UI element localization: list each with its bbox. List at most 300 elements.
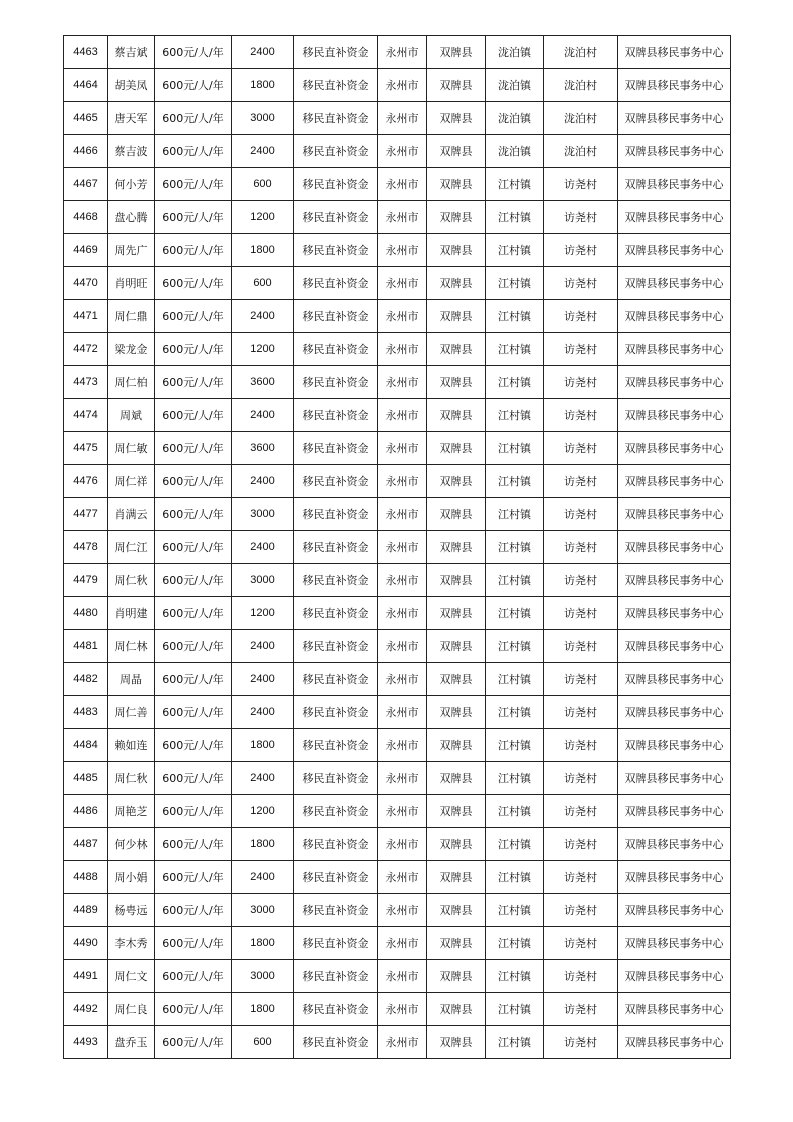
standard-cell: 600元/人/年 <box>155 960 232 993</box>
village-cell: 泷泊村 <box>544 135 618 168</box>
town-cell: 江村镇 <box>486 399 544 432</box>
amount-cell: 1800 <box>232 729 294 762</box>
city-cell: 永州市 <box>378 861 427 894</box>
standard-cell: 600元/人/年 <box>155 663 232 696</box>
village-cell: 访尧村 <box>544 597 618 630</box>
table-row <box>64 300 731 333</box>
fund-type-cell: 移民直补资金 <box>294 465 378 498</box>
town-cell: 江村镇 <box>486 432 544 465</box>
table-row <box>64 762 731 795</box>
fund-type-cell: 移民直补资金 <box>294 36 378 69</box>
id-cell: 4481 <box>64 630 108 663</box>
village-cell: 访尧村 <box>544 267 618 300</box>
county-cell: 双牌县 <box>427 663 486 696</box>
amount-cell: 2400 <box>232 531 294 564</box>
village-cell: 访尧村 <box>544 333 618 366</box>
town-cell: 江村镇 <box>486 663 544 696</box>
town-cell: 江村镇 <box>486 465 544 498</box>
town-cell: 江村镇 <box>486 729 544 762</box>
standard-cell: 600元/人/年 <box>155 828 232 861</box>
id-cell: 4488 <box>64 861 108 894</box>
fund-type-cell: 移民直补资金 <box>294 927 378 960</box>
standard-cell: 600元/人/年 <box>155 894 232 927</box>
fund-type-cell: 移民直补资金 <box>294 729 378 762</box>
fund-type-cell: 移民直补资金 <box>294 894 378 927</box>
name-cell: 周斌 <box>108 399 155 432</box>
name-cell: 梁龙金 <box>108 333 155 366</box>
agency-cell: 双牌县移民事务中心 <box>618 333 731 366</box>
standard-cell: 600元/人/年 <box>155 36 232 69</box>
county-cell: 双牌县 <box>427 729 486 762</box>
village-cell: 访尧村 <box>544 300 618 333</box>
table-row <box>64 696 731 729</box>
agency-cell: 双牌县移民事务中心 <box>618 201 731 234</box>
town-cell: 江村镇 <box>486 564 544 597</box>
city-cell: 永州市 <box>378 828 427 861</box>
standard-cell: 600元/人/年 <box>155 531 232 564</box>
town-cell: 江村镇 <box>486 168 544 201</box>
standard-cell: 600元/人/年 <box>155 927 232 960</box>
id-cell: 4464 <box>64 69 108 102</box>
amount-cell: 1200 <box>232 333 294 366</box>
city-cell: 永州市 <box>378 333 427 366</box>
amount-cell: 2400 <box>232 696 294 729</box>
amount-cell: 1200 <box>232 795 294 828</box>
amount-cell: 1200 <box>232 597 294 630</box>
standard-cell: 600元/人/年 <box>155 564 232 597</box>
county-cell: 双牌县 <box>427 828 486 861</box>
county-cell: 双牌县 <box>427 927 486 960</box>
table-row <box>64 927 731 960</box>
name-cell: 赖如连 <box>108 729 155 762</box>
fund-type-cell: 移民直补资金 <box>294 795 378 828</box>
fund-type-cell: 移民直补资金 <box>294 630 378 663</box>
town-cell: 泷泊镇 <box>486 69 544 102</box>
name-cell: 周艳芝 <box>108 795 155 828</box>
amount-cell: 2400 <box>232 399 294 432</box>
amount-cell: 1200 <box>232 201 294 234</box>
name-cell: 周仁秋 <box>108 564 155 597</box>
town-cell: 江村镇 <box>486 300 544 333</box>
town-cell: 江村镇 <box>486 861 544 894</box>
fund-type-cell: 移民直补资金 <box>294 531 378 564</box>
agency-cell: 双牌县移民事务中心 <box>618 366 731 399</box>
town-cell: 江村镇 <box>486 366 544 399</box>
table-row <box>64 432 731 465</box>
agency-cell: 双牌县移民事务中心 <box>618 399 731 432</box>
standard-cell: 600元/人/年 <box>155 729 232 762</box>
id-cell: 4477 <box>64 498 108 531</box>
standard-cell: 600元/人/年 <box>155 399 232 432</box>
town-cell: 江村镇 <box>486 267 544 300</box>
table-row <box>64 663 731 696</box>
document-page <box>63 35 730 1059</box>
id-cell: 4474 <box>64 399 108 432</box>
table-row <box>64 69 731 102</box>
county-cell: 双牌县 <box>427 795 486 828</box>
fund-type-cell: 移民直补资金 <box>294 300 378 333</box>
agency-cell: 双牌县移民事务中心 <box>618 597 731 630</box>
standard-cell: 600元/人/年 <box>155 135 232 168</box>
agency-cell: 双牌县移民事务中心 <box>618 960 731 993</box>
city-cell: 永州市 <box>378 36 427 69</box>
fund-type-cell: 移民直补资金 <box>294 828 378 861</box>
village-cell: 访尧村 <box>544 432 618 465</box>
county-cell: 双牌县 <box>427 960 486 993</box>
county-cell: 双牌县 <box>427 894 486 927</box>
fund-type-cell: 移民直补资金 <box>294 333 378 366</box>
name-cell: 周小娟 <box>108 861 155 894</box>
village-cell: 访尧村 <box>544 894 618 927</box>
id-cell: 4491 <box>64 960 108 993</box>
subsidy-table <box>63 35 731 1059</box>
agency-cell: 双牌县移民事务中心 <box>618 729 731 762</box>
table-row <box>64 795 731 828</box>
standard-cell: 600元/人/年 <box>155 861 232 894</box>
table-row <box>64 861 731 894</box>
standard-cell: 600元/人/年 <box>155 597 232 630</box>
table-body <box>64 36 731 1059</box>
county-cell: 双牌县 <box>427 432 486 465</box>
name-cell: 周仁鼎 <box>108 300 155 333</box>
id-cell: 4468 <box>64 201 108 234</box>
village-cell: 访尧村 <box>544 795 618 828</box>
name-cell: 李木秀 <box>108 927 155 960</box>
town-cell: 江村镇 <box>486 927 544 960</box>
table-row <box>64 597 731 630</box>
amount-cell: 3600 <box>232 366 294 399</box>
town-cell: 江村镇 <box>486 1026 544 1059</box>
id-cell: 4478 <box>64 531 108 564</box>
county-cell: 双牌县 <box>427 135 486 168</box>
county-cell: 双牌县 <box>427 201 486 234</box>
county-cell: 双牌县 <box>427 498 486 531</box>
city-cell: 永州市 <box>378 69 427 102</box>
standard-cell: 600元/人/年 <box>155 993 232 1026</box>
id-cell: 4489 <box>64 894 108 927</box>
agency-cell: 双牌县移民事务中心 <box>618 795 731 828</box>
id-cell: 4469 <box>64 234 108 267</box>
table-row <box>64 1026 731 1059</box>
table-row <box>64 201 731 234</box>
village-cell: 访尧村 <box>544 201 618 234</box>
name-cell: 肖明建 <box>108 597 155 630</box>
amount-cell: 2400 <box>232 762 294 795</box>
amount-cell: 1800 <box>232 993 294 1026</box>
name-cell: 何少林 <box>108 828 155 861</box>
fund-type-cell: 移民直补资金 <box>294 597 378 630</box>
name-cell: 周仁秋 <box>108 762 155 795</box>
name-cell: 胡美凤 <box>108 69 155 102</box>
village-cell: 访尧村 <box>544 696 618 729</box>
agency-cell: 双牌县移民事务中心 <box>618 696 731 729</box>
fund-type-cell: 移民直补资金 <box>294 993 378 1026</box>
village-cell: 访尧村 <box>544 663 618 696</box>
city-cell: 永州市 <box>378 795 427 828</box>
id-cell: 4490 <box>64 927 108 960</box>
town-cell: 江村镇 <box>486 531 544 564</box>
name-cell: 周仁江 <box>108 531 155 564</box>
village-cell: 泷泊村 <box>544 69 618 102</box>
table-row <box>64 102 731 135</box>
fund-type-cell: 移民直补资金 <box>294 267 378 300</box>
agency-cell: 双牌县移民事务中心 <box>618 993 731 1026</box>
id-cell: 4472 <box>64 333 108 366</box>
village-cell: 访尧村 <box>544 960 618 993</box>
table-row <box>64 168 731 201</box>
city-cell: 永州市 <box>378 696 427 729</box>
county-cell: 双牌县 <box>427 564 486 597</box>
table-row <box>64 36 731 69</box>
table-row <box>64 993 731 1026</box>
county-cell: 双牌县 <box>427 36 486 69</box>
table-row <box>64 465 731 498</box>
amount-cell: 1800 <box>232 927 294 960</box>
village-cell: 访尧村 <box>544 234 618 267</box>
table-row <box>64 564 731 597</box>
name-cell: 何小芳 <box>108 168 155 201</box>
county-cell: 双牌县 <box>427 102 486 135</box>
town-cell: 江村镇 <box>486 333 544 366</box>
city-cell: 永州市 <box>378 993 427 1026</box>
name-cell: 蔡吉波 <box>108 135 155 168</box>
village-cell: 访尧村 <box>544 828 618 861</box>
amount-cell: 1800 <box>232 69 294 102</box>
town-cell: 江村镇 <box>486 630 544 663</box>
city-cell: 永州市 <box>378 663 427 696</box>
table-row <box>64 960 731 993</box>
county-cell: 双牌县 <box>427 597 486 630</box>
agency-cell: 双牌县移民事务中心 <box>618 564 731 597</box>
amount-cell: 2400 <box>232 630 294 663</box>
county-cell: 双牌县 <box>427 399 486 432</box>
id-cell: 4479 <box>64 564 108 597</box>
amount-cell: 3000 <box>232 102 294 135</box>
name-cell: 唐天军 <box>108 102 155 135</box>
id-cell: 4466 <box>64 135 108 168</box>
standard-cell: 600元/人/年 <box>155 267 232 300</box>
table-row <box>64 630 731 663</box>
name-cell: 盘乔玉 <box>108 1026 155 1059</box>
agency-cell: 双牌县移民事务中心 <box>618 894 731 927</box>
standard-cell: 600元/人/年 <box>155 69 232 102</box>
name-cell: 周仁文 <box>108 960 155 993</box>
city-cell: 永州市 <box>378 135 427 168</box>
county-cell: 双牌县 <box>427 1026 486 1059</box>
amount-cell: 600 <box>232 1026 294 1059</box>
town-cell: 江村镇 <box>486 696 544 729</box>
id-cell: 4467 <box>64 168 108 201</box>
town-cell: 江村镇 <box>486 960 544 993</box>
standard-cell: 600元/人/年 <box>155 630 232 663</box>
table-row <box>64 729 731 762</box>
standard-cell: 600元/人/年 <box>155 696 232 729</box>
town-cell: 江村镇 <box>486 993 544 1026</box>
amount-cell: 2400 <box>232 465 294 498</box>
county-cell: 双牌县 <box>427 630 486 663</box>
town-cell: 江村镇 <box>486 498 544 531</box>
village-cell: 访尧村 <box>544 762 618 795</box>
county-cell: 双牌县 <box>427 300 486 333</box>
village-cell: 访尧村 <box>544 630 618 663</box>
city-cell: 永州市 <box>378 399 427 432</box>
county-cell: 双牌县 <box>427 267 486 300</box>
town-cell: 泷泊镇 <box>486 36 544 69</box>
village-cell: 泷泊村 <box>544 102 618 135</box>
standard-cell: 600元/人/年 <box>155 795 232 828</box>
agency-cell: 双牌县移民事务中心 <box>618 69 731 102</box>
name-cell: 周晶 <box>108 663 155 696</box>
name-cell: 周仁善 <box>108 696 155 729</box>
id-cell: 4470 <box>64 267 108 300</box>
standard-cell: 600元/人/年 <box>155 465 232 498</box>
name-cell: 周仁林 <box>108 630 155 663</box>
village-cell: 访尧村 <box>544 168 618 201</box>
amount-cell: 3000 <box>232 564 294 597</box>
id-cell: 4485 <box>64 762 108 795</box>
fund-type-cell: 移民直补资金 <box>294 399 378 432</box>
standard-cell: 600元/人/年 <box>155 498 232 531</box>
agency-cell: 双牌县移民事务中心 <box>618 828 731 861</box>
id-cell: 4483 <box>64 696 108 729</box>
agency-cell: 双牌县移民事务中心 <box>618 432 731 465</box>
id-cell: 4484 <box>64 729 108 762</box>
town-cell: 江村镇 <box>486 762 544 795</box>
village-cell: 访尧村 <box>544 366 618 399</box>
id-cell: 4476 <box>64 465 108 498</box>
agency-cell: 双牌县移民事务中心 <box>618 762 731 795</box>
table-row <box>64 267 731 300</box>
id-cell: 4486 <box>64 795 108 828</box>
name-cell: 周仁祥 <box>108 465 155 498</box>
amount-cell: 1800 <box>232 234 294 267</box>
village-cell: 访尧村 <box>544 465 618 498</box>
amount-cell: 600 <box>232 168 294 201</box>
amount-cell: 2400 <box>232 300 294 333</box>
standard-cell: 600元/人/年 <box>155 432 232 465</box>
fund-type-cell: 移民直补资金 <box>294 135 378 168</box>
name-cell: 盘心腾 <box>108 201 155 234</box>
county-cell: 双牌县 <box>427 993 486 1026</box>
name-cell: 蔡吉斌 <box>108 36 155 69</box>
city-cell: 永州市 <box>378 630 427 663</box>
fund-type-cell: 移民直补资金 <box>294 234 378 267</box>
agency-cell: 双牌县移民事务中心 <box>618 36 731 69</box>
town-cell: 泷泊镇 <box>486 102 544 135</box>
city-cell: 永州市 <box>378 498 427 531</box>
id-cell: 4465 <box>64 102 108 135</box>
agency-cell: 双牌县移民事务中心 <box>618 168 731 201</box>
standard-cell: 600元/人/年 <box>155 366 232 399</box>
village-cell: 泷泊村 <box>544 36 618 69</box>
standard-cell: 600元/人/年 <box>155 201 232 234</box>
agency-cell: 双牌县移民事务中心 <box>618 531 731 564</box>
amount-cell: 2400 <box>232 861 294 894</box>
fund-type-cell: 移民直补资金 <box>294 663 378 696</box>
town-cell: 江村镇 <box>486 828 544 861</box>
county-cell: 双牌县 <box>427 696 486 729</box>
town-cell: 江村镇 <box>486 597 544 630</box>
city-cell: 永州市 <box>378 102 427 135</box>
fund-type-cell: 移民直补资金 <box>294 861 378 894</box>
agency-cell: 双牌县移民事务中心 <box>618 300 731 333</box>
fund-type-cell: 移民直补资金 <box>294 1026 378 1059</box>
village-cell: 访尧村 <box>544 993 618 1026</box>
fund-type-cell: 移民直补资金 <box>294 696 378 729</box>
table-row <box>64 333 731 366</box>
name-cell: 周仁柏 <box>108 366 155 399</box>
table-row <box>64 234 731 267</box>
agency-cell: 双牌县移民事务中心 <box>618 498 731 531</box>
amount-cell: 3000 <box>232 960 294 993</box>
city-cell: 永州市 <box>378 927 427 960</box>
agency-cell: 双牌县移民事务中心 <box>618 234 731 267</box>
fund-type-cell: 移民直补资金 <box>294 168 378 201</box>
agency-cell: 双牌县移民事务中心 <box>618 861 731 894</box>
table-row <box>64 135 731 168</box>
standard-cell: 600元/人/年 <box>155 102 232 135</box>
fund-type-cell: 移民直补资金 <box>294 102 378 135</box>
village-cell: 访尧村 <box>544 729 618 762</box>
county-cell: 双牌县 <box>427 234 486 267</box>
county-cell: 双牌县 <box>427 531 486 564</box>
county-cell: 双牌县 <box>427 69 486 102</box>
name-cell: 杨甹远 <box>108 894 155 927</box>
fund-type-cell: 移民直补资金 <box>294 366 378 399</box>
id-cell: 4475 <box>64 432 108 465</box>
amount-cell: 2400 <box>232 135 294 168</box>
town-cell: 泷泊镇 <box>486 135 544 168</box>
fund-type-cell: 移民直补资金 <box>294 960 378 993</box>
village-cell: 访尧村 <box>544 927 618 960</box>
name-cell: 肖满云 <box>108 498 155 531</box>
agency-cell: 双牌县移民事务中心 <box>618 102 731 135</box>
table-row <box>64 498 731 531</box>
id-cell: 4463 <box>64 36 108 69</box>
city-cell: 永州市 <box>378 234 427 267</box>
city-cell: 永州市 <box>378 300 427 333</box>
city-cell: 永州市 <box>378 201 427 234</box>
city-cell: 永州市 <box>378 267 427 300</box>
county-cell: 双牌县 <box>427 366 486 399</box>
amount-cell: 600 <box>232 267 294 300</box>
city-cell: 永州市 <box>378 465 427 498</box>
fund-type-cell: 移民直补资金 <box>294 762 378 795</box>
town-cell: 江村镇 <box>486 795 544 828</box>
city-cell: 永州市 <box>378 597 427 630</box>
city-cell: 永州市 <box>378 729 427 762</box>
agency-cell: 双牌县移民事务中心 <box>618 135 731 168</box>
id-cell: 4480 <box>64 597 108 630</box>
id-cell: 4492 <box>64 993 108 1026</box>
amount-cell: 2400 <box>232 36 294 69</box>
county-cell: 双牌县 <box>427 861 486 894</box>
village-cell: 访尧村 <box>544 498 618 531</box>
county-cell: 双牌县 <box>427 762 486 795</box>
standard-cell: 600元/人/年 <box>155 234 232 267</box>
fund-type-cell: 移民直补资金 <box>294 201 378 234</box>
amount-cell: 3600 <box>232 432 294 465</box>
standard-cell: 600元/人/年 <box>155 1026 232 1059</box>
city-cell: 永州市 <box>378 564 427 597</box>
town-cell: 江村镇 <box>486 894 544 927</box>
name-cell: 周仁良 <box>108 993 155 1026</box>
town-cell: 江村镇 <box>486 234 544 267</box>
fund-type-cell: 移民直补资金 <box>294 564 378 597</box>
table-row <box>64 366 731 399</box>
standard-cell: 600元/人/年 <box>155 333 232 366</box>
name-cell: 周先广 <box>108 234 155 267</box>
